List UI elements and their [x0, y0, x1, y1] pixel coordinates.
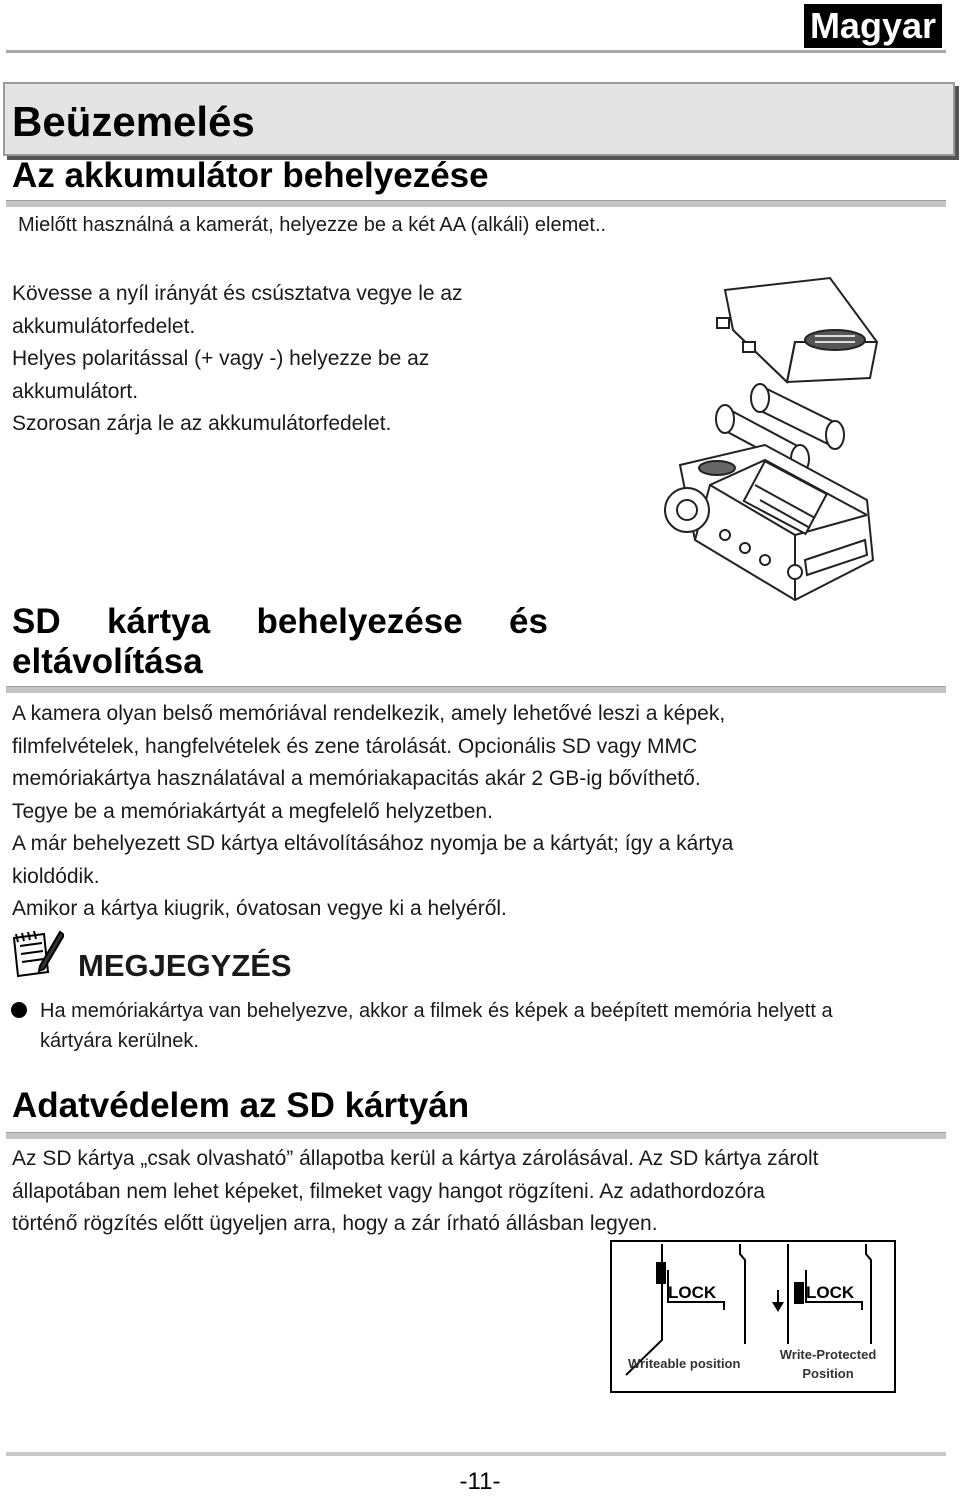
sd-body-line: A már behelyezett SD kártya eltávolításához nyomja be a kártyát; így a kártya — [12, 832, 734, 855]
note-line: Ha memóriakártya van behelyezve, akkor a filmek és képek a beépített memória helyett a — [40, 1000, 833, 1022]
protection-section-title: Adatvédelem az SD kártyán — [12, 1086, 470, 1125]
battery-step-line: Helyes polaritással (+ vagy -) helyezze be az — [12, 347, 430, 370]
sd-lock-figure — [610, 1240, 897, 1395]
camera-battery-illustration — [655, 270, 885, 605]
sd-body-line: filmfelvételek, hangfelvételek és zene tárolását. Opcionális SD vagy MMC — [12, 734, 698, 758]
protection-body-line: állapotában nem lehet képeket, filmeket vagy hangot rögzíteni. Az adathordozóra — [12, 1179, 765, 1203]
page-number: -11- — [459, 1468, 501, 1495]
note-text — [40, 996, 833, 1056]
sd-section-body — [12, 698, 733, 926]
protection-body-line: történő rögzítés előtt ügyeljen arra, hogy a zár írható állásban legyen. — [12, 1212, 658, 1235]
battery-steps — [12, 278, 463, 441]
section-rule — [6, 1132, 946, 1139]
battery-step-line: akkumulátort. — [12, 379, 139, 403]
section-rule — [6, 200, 946, 207]
notepad-pencil-icon — [10, 928, 64, 980]
battery-step-line: akkumulátorfedelet. — [12, 314, 196, 338]
language-badge: Magyar — [804, 4, 942, 48]
sd-body-line: A kamera olyan belső memóriával rendelkezik, amely lehetővé leszi a képek, — [12, 702, 726, 725]
note-line: kártyára kerülnek. — [40, 1030, 199, 1052]
section-rule — [6, 686, 946, 693]
sd-body-line: Amikor a kártya kiugrik, óvatosan vegye ki a helyéről. — [12, 897, 507, 920]
battery-step-line: Kövesse a nyíl irányát és csúsztatva vegye le az — [12, 282, 463, 305]
sd-section-title-line2: eltávolítása — [12, 642, 203, 681]
sd-body-line: memóriakártya használatával a memóriakapacitás akár 2 GB-ig bővíthető. — [12, 767, 701, 790]
chapter-title: Beüzemelés — [12, 98, 255, 145]
lock-label-left: LOCK — [668, 1283, 717, 1302]
bullet-icon — [11, 1002, 27, 1018]
caption-writeable: Writeable position — [628, 1356, 741, 1371]
lock-label-right: LOCK — [806, 1283, 855, 1302]
battery-intro: Mielőtt használná a kamerát, helyezze be a két AA (alkáli) elemet.. — [18, 214, 607, 236]
sd-body-line: kioldódik. — [12, 864, 100, 888]
note-title: MEGJEGYZÉS — [78, 948, 292, 983]
battery-section-title: Az akkumulátor behelyezése — [12, 156, 489, 195]
sd-section-title-line1: SD kártya behelyezése és — [12, 602, 548, 641]
battery-step-line: Szorosan zárja le az akkumulátorfedelet. — [12, 412, 392, 435]
protection-body — [12, 1143, 819, 1241]
protection-body-line: Az SD kártya „csak olvasható” állapotba kerül a kártya zárolásával. Az SD kártya zárolt — [12, 1147, 819, 1170]
header-rule — [6, 50, 946, 53]
caption-write-protected: Write-Protected — [779, 1347, 877, 1362]
caption-position: Position — [802, 1366, 854, 1381]
sd-body-line: Tegye be a memóriakártyát a megfelelő helyzetben. — [12, 799, 493, 823]
footer-rule — [6, 1452, 946, 1456]
